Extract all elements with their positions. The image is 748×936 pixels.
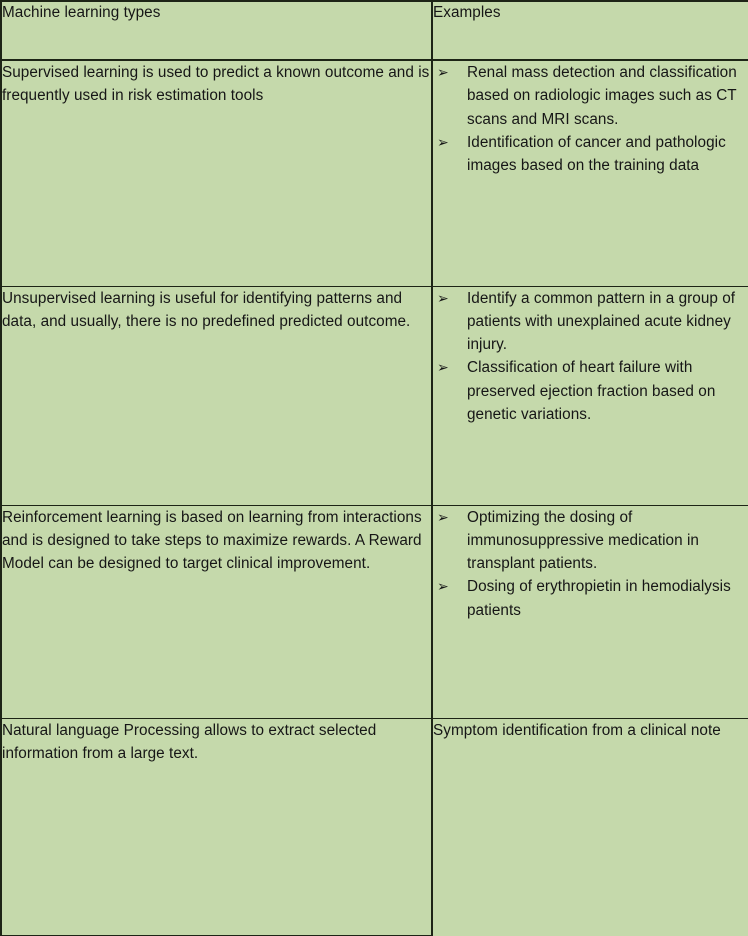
arrowhead-bullet-icon: ➢ [437,289,449,306]
cell-learning-type [1,505,432,718]
examples-list [433,287,748,427]
cell-learning-type [1,60,432,286]
example-text: Classification of heart failure with preserved ejection fraction based on genetic variations. [467,359,716,423]
example-text: Identify a common pattern in a group of patients with unexplained acute kidney injury. [467,289,736,353]
example-text: Optimizing the dosing of immunosuppressive medication in transplant patients. [467,508,699,572]
learning-type-description: Reinforcement learning is based on learning from interactions and is designed to take steps to maximize rewards. A Reward Model can be designed to target clinical improvement. [2,508,422,572]
cell-examples [432,286,748,505]
column-header-label: Examples [433,4,501,21]
learning-type-description: Supervised learning is used to predict a known outcome and is frequently used in risk estimation tools [2,64,430,105]
table-row [1,505,748,718]
cell-examples [432,60,748,286]
example-text: Renal mass detection and classification based on radiologic images such as CT scans and MRI scans. [467,64,737,128]
table-row [1,60,748,286]
cell-examples [432,718,748,935]
arrowhead-bullet-icon: ➢ [437,359,449,376]
example-text: Symptom identification from a clinical note [433,721,721,739]
example-text: Identification of cancer and pathologic images based on the training data [467,133,726,174]
table-row [1,286,748,505]
table-header-row [1,1,748,60]
examples-list [433,506,748,622]
list-item [433,575,748,622]
cell-learning-type [1,286,432,505]
list-item [433,506,748,576]
arrowhead-bullet-icon: ➢ [437,133,449,150]
column-header-label: Machine learning types [2,4,161,21]
cell-learning-type [1,718,432,935]
cell-examples [432,505,748,718]
learning-type-description: Natural language Processing allows to extract selected information from a large text. [2,721,377,762]
examples-list [433,61,748,177]
list-item [433,131,748,178]
list-item [433,356,748,426]
arrowhead-bullet-icon: ➢ [437,508,449,525]
header-cell-examples [432,1,748,60]
learning-type-description: Unsupervised learning is useful for identifying patterns and data, and usually, there is no predefined predicted outcome. [2,289,411,330]
example-text: Dosing of erythropietin in hemodialysis patients [467,578,731,619]
list-item [433,61,748,131]
list-item [433,287,748,357]
table-row [1,718,748,935]
arrowhead-bullet-icon: ➢ [437,64,449,80]
header-cell-machine-learning-types [1,1,432,60]
arrowhead-bullet-icon: ➢ [437,578,449,595]
